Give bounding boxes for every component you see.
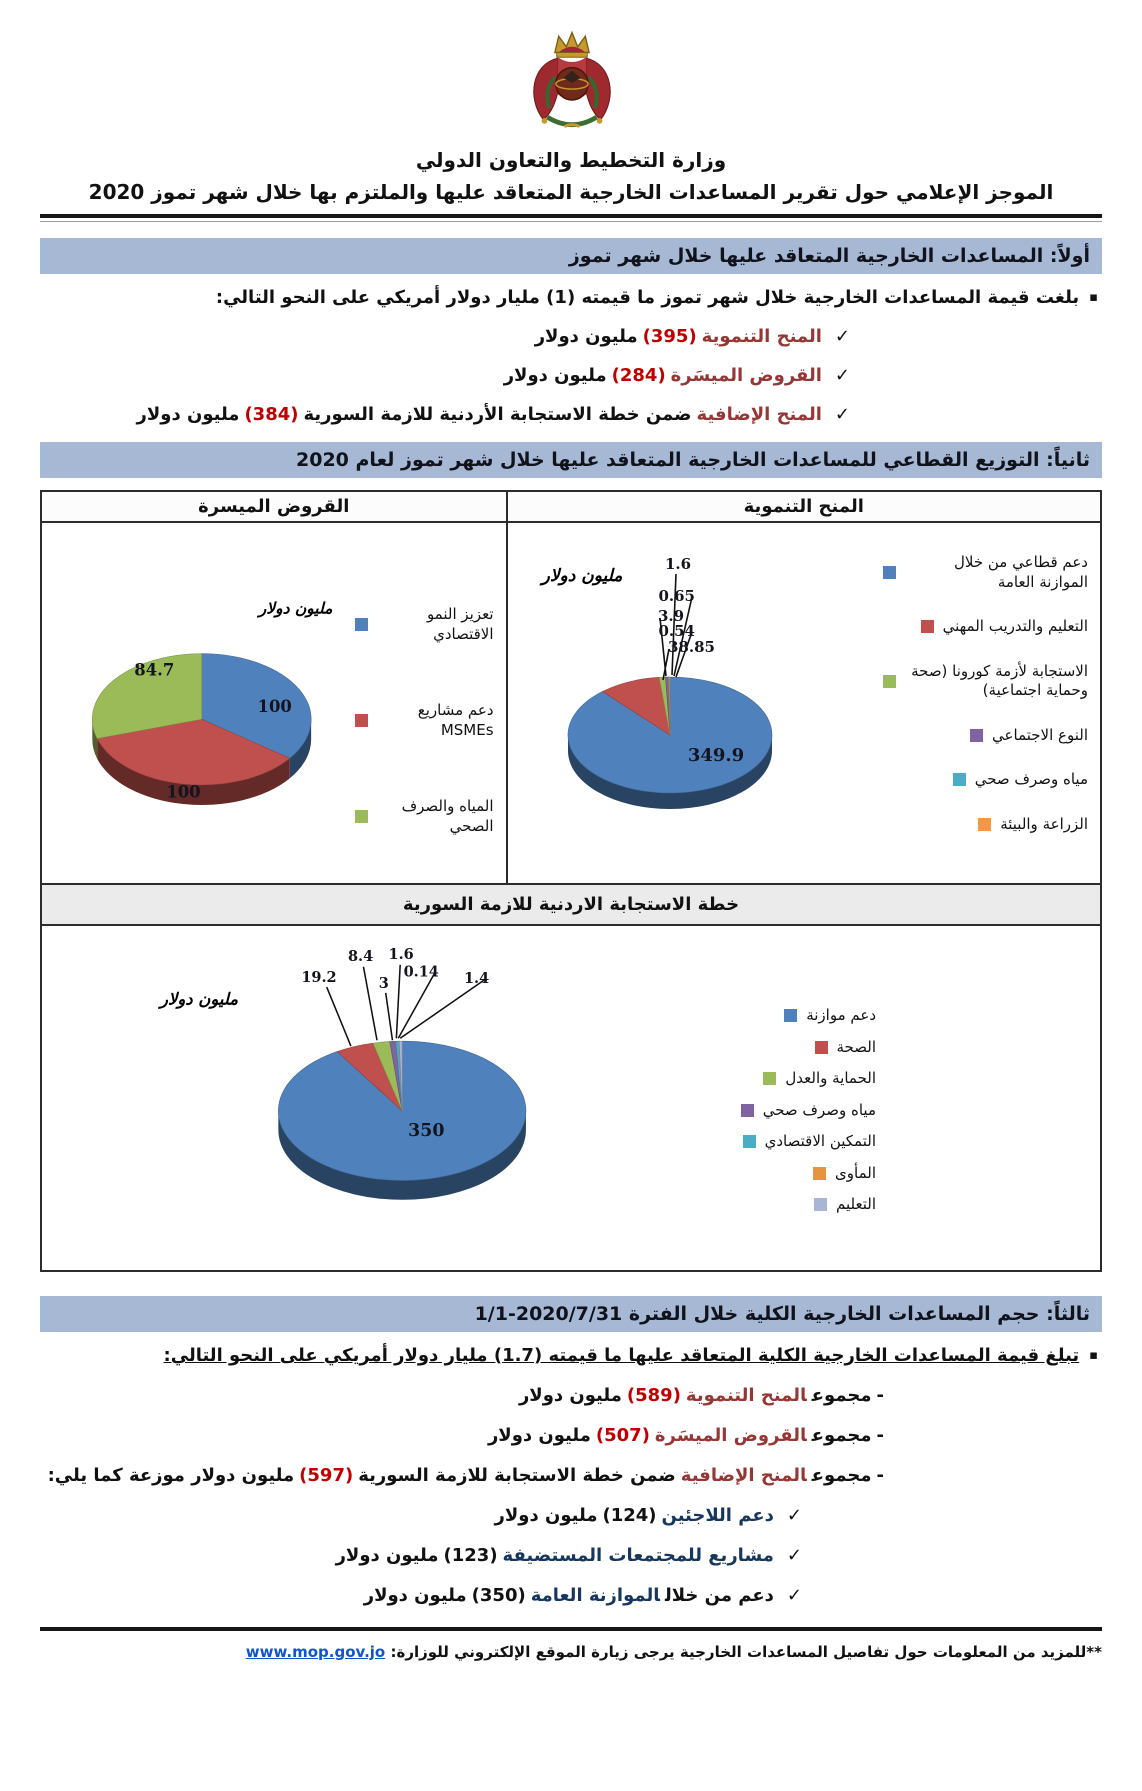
svg-text:1.6: 1.6	[388, 945, 414, 963]
list-item: ✓المنح الإضافيةضمن خطة الاستجابة الأردنية للازمة السورية(384)مليون دولار	[136, 404, 850, 425]
grants-chart-title: المنح التنموية	[508, 492, 1100, 523]
svg-text:19.2: 19.2	[301, 969, 337, 987]
legend-item: مياه وصرف صحي	[883, 770, 1088, 790]
section3-items	[40, 1382, 884, 1489]
svg-text:38.85: 38.85	[667, 638, 715, 656]
dash-icon: -	[876, 1385, 884, 1406]
list-item: ✓دعم من خلالالموازنة العامة(350)مليون دولار	[363, 1585, 802, 1606]
legend-item: النوع الاجتماعي	[883, 726, 1088, 746]
svg-text:3.9: 3.9	[657, 607, 684, 625]
document-title: الموجز الإعلامي حول تقرير المساعدات الخارجية المتعاقد عليها والملتزم بها خلال شهر تموز 2020	[88, 180, 1054, 204]
list-item: ✓المنح التنموية(395)مليون دولار	[534, 326, 850, 347]
jordan-coat-of-arms-icon	[511, 24, 631, 142]
legend-item: تعزيز النمو الاقتصادي	[355, 605, 494, 644]
list-item: -مجموعالمنح التنموية(589)مليون دولار	[518, 1385, 884, 1406]
legend-item: الحماية والعدل	[692, 1069, 876, 1089]
check-icon: ✓	[834, 326, 850, 347]
check-icon: ✓	[786, 1585, 802, 1606]
check-icon: ✓	[834, 404, 850, 425]
legend-swatch-icon	[814, 1198, 827, 1211]
legend-item: الصحة	[692, 1038, 876, 1058]
check-icon: ✓	[786, 1505, 802, 1526]
grants-chart-legend	[883, 523, 1088, 859]
svg-text:350: 350	[408, 1120, 445, 1141]
sector-charts-box	[40, 490, 1102, 885]
svg-text:3: 3	[378, 974, 389, 992]
legend-swatch-icon	[763, 1072, 776, 1085]
svg-text:84.7: 84.7	[134, 660, 175, 680]
loans-pie-chart	[54, 523, 355, 838]
svg-text:349.9: 349.9	[687, 745, 744, 766]
ministry-name: وزارة التخطيط والتعاون الدولي	[415, 148, 727, 172]
loans-chart-legend	[355, 523, 494, 893]
legend-item: الاستجابة لأزمة كورونا (صحة وحماية اجتماعية)	[883, 662, 1088, 701]
dash-icon: -	[876, 1425, 884, 1446]
legend-swatch-icon	[970, 729, 983, 742]
jrp-chart-box	[40, 883, 1102, 1272]
svg-text:8.4: 8.4	[347, 947, 374, 965]
svg-text:0.54: 0.54	[657, 622, 695, 640]
legend-item: الزراعة والبيئة	[883, 815, 1088, 835]
svg-text:1.4: 1.4	[463, 970, 490, 988]
jrp-pie-chart	[54, 926, 692, 1226]
legend-item: المياه والصرف الصحي	[355, 797, 494, 836]
legend-item: دعم مشاريع MSMEs	[355, 701, 494, 740]
legend-swatch-icon	[355, 810, 368, 823]
svg-text:مليون دولار: مليون دولار	[541, 566, 622, 586]
ministry-website-link[interactable]: www.mop.gov.jo	[245, 1643, 386, 1661]
list-item: ✓القروض الميسَرة(284)مليون دولار	[503, 365, 850, 386]
legend-swatch-icon	[953, 773, 966, 786]
legend-swatch-icon	[355, 618, 368, 631]
section3-banner: ثالثاً: حجم المساعدات الخارجية الكلية خلال الفترة 2020/7/31-1/1	[40, 1296, 1102, 1332]
section2-banner: ثانياً: التوزيع القطاعي للمساعدات الخارجية المتعاقد عليها خلال شهر تموز لعام 2020	[40, 442, 1102, 478]
svg-text:0.65: 0.65	[657, 587, 695, 605]
loans-chart-title: القروض الميسرة	[42, 492, 506, 523]
legend-swatch-icon	[784, 1009, 797, 1022]
square-bullet-icon: ▪	[1089, 1348, 1098, 1363]
loans-chart-panel	[42, 492, 508, 883]
section1-intro: ▪بلغت قيمة المساعدات الخارجية خلال شهر تموز ما قيمته (1) مليار دولار أمريكي على النحو التالي:	[215, 287, 1098, 308]
legend-swatch-icon	[978, 818, 991, 831]
legend-swatch-icon	[815, 1041, 828, 1054]
grants-chart-panel	[508, 492, 1100, 883]
legend-swatch-icon	[813, 1167, 826, 1180]
check-icon: ✓	[786, 1545, 802, 1566]
legend-item: التمكين الاقتصادي	[692, 1132, 876, 1152]
legend-swatch-icon	[921, 620, 934, 633]
grants-pie-chart	[520, 523, 850, 823]
legend-item: المأوى	[692, 1164, 876, 1184]
svg-text:1.6: 1.6	[664, 555, 691, 573]
legend-item: دعم موازنة	[692, 1006, 876, 1026]
list-item: ✓دعم اللاجئين(124)مليون دولار	[494, 1505, 802, 1526]
section3-intro: ▪تبلغ قيمة المساعدات الخارجية الكلية المتعاقد عليها ما قيمته (1.7) مليار دولار أمريكي على النحو التالي:	[163, 1345, 1098, 1366]
jrp-chart-legend	[692, 926, 876, 1227]
jrp-chart-title: خطة الاستجابة الاردنية للازمة السورية	[42, 885, 1100, 926]
list-item: -مجموعالقروض الميسَرة(507)مليون دولار	[487, 1425, 884, 1446]
square-bullet-icon: ▪	[1089, 290, 1098, 305]
legend-item: دعم قطاعي من خلال الموازنة العامة	[883, 553, 1088, 592]
legend-swatch-icon	[355, 714, 368, 727]
legend-item: التعليم	[692, 1195, 876, 1215]
legend-item: التعليم والتدريب المهني	[883, 617, 1088, 637]
legend-swatch-icon	[883, 675, 896, 688]
svg-text:100: 100	[257, 696, 292, 716]
dash-icon: -	[876, 1465, 884, 1486]
section1-banner: أولاً: المساعدات الخارجية المتعاقد عليها خلال شهر تموز	[40, 238, 1102, 274]
list-item: -مجموعالمنح الإضافيةضمن خطة الاستجابة للازمة السورية(597)مليون دولار موزعة كما يلي:	[47, 1465, 884, 1486]
section1-items	[40, 323, 850, 428]
divider-rule	[40, 1627, 1102, 1633]
check-icon: ✓	[834, 365, 850, 386]
legend-swatch-icon	[743, 1135, 756, 1148]
section3-subitems	[40, 1502, 802, 1609]
svg-text:مليون دولار: مليون دولار	[160, 989, 239, 1009]
svg-text:0.14: 0.14	[403, 963, 439, 981]
legend-swatch-icon	[741, 1104, 754, 1117]
list-item: ✓مشاريع للمجتمعات المستضيفة(123)مليون دولار	[335, 1545, 802, 1566]
legend-item: مياه وصرف صحي	[692, 1101, 876, 1121]
divider-rule	[40, 214, 1102, 222]
svg-text:100: 100	[166, 782, 201, 802]
legend-swatch-icon	[883, 566, 896, 579]
svg-text:مليون دولار: مليون دولار	[258, 599, 333, 618]
footer-note: **للمزيد من المعلومات حول تفاصيل المساعدات الخارجية يرجى زيارة الموقع الإلكتروني للوزارة: www.mop.gov.jo	[245, 1643, 1102, 1661]
